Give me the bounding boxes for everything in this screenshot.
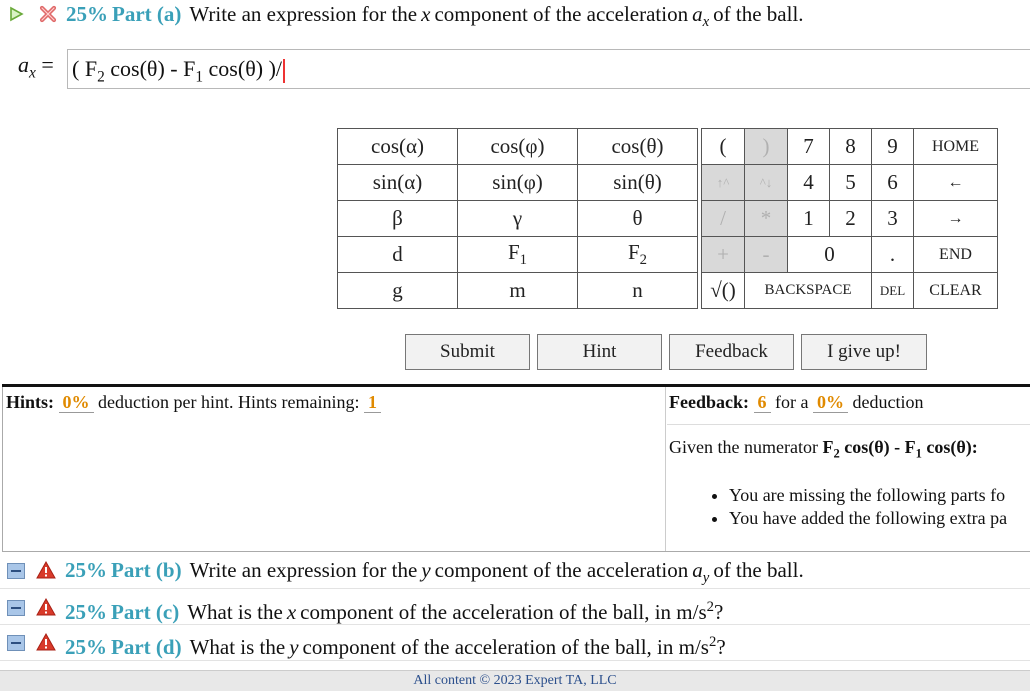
part-a-header: [66, 0, 804, 31]
key-sin-theta[interactable]: sin(θ): [578, 165, 698, 201]
feedback-summary: [669, 390, 923, 414]
submit-button[interactable]: Submit: [405, 334, 530, 370]
key-9[interactable]: 9: [872, 129, 914, 165]
footer: [0, 670, 1030, 691]
hints-remaining: 1: [364, 392, 381, 413]
key-3[interactable]: 3: [872, 201, 914, 237]
key-plus: +: [702, 237, 745, 273]
key-7[interactable]: 7: [788, 129, 830, 165]
key-close-paren: ): [745, 129, 788, 165]
key-del[interactable]: DEL: [872, 273, 914, 309]
part-a-question-mid: component of the acceleration: [434, 2, 689, 26]
key-minus: -: [745, 237, 788, 273]
feedback-item: • You are missing the following parts fo: [729, 484, 1007, 507]
key-d[interactable]: d: [338, 237, 458, 273]
feedback-for-a: for a: [775, 392, 809, 412]
key-g[interactable]: g: [338, 273, 458, 309]
feedback-count: 6: [754, 392, 771, 413]
expand-icon[interactable]: [7, 635, 25, 651]
give-up-button[interactable]: I give up!: [801, 334, 927, 370]
part-d-label: Part (d): [111, 635, 182, 659]
key-gamma[interactable]: γ: [458, 201, 578, 237]
feedback-button[interactable]: Feedback: [669, 334, 794, 370]
key-home[interactable]: HOME: [914, 129, 998, 165]
part-c-percent: 25%: [65, 600, 107, 624]
key-4[interactable]: 4: [788, 165, 830, 201]
key-right-arrow[interactable]: →: [914, 201, 998, 237]
part-a-percent: 25%: [66, 2, 108, 26]
part-a-question-post: of the ball.: [713, 2, 804, 26]
feedback-given: Given the numerator $F_2$ $\cos(\theta) - F_1$ cos(θ):: [669, 437, 978, 461]
answer-input[interactable]: ( $F_2$ $\cos(\theta) - F_1$ cos(θ) )/: [67, 49, 1030, 89]
play-icon[interactable]: [8, 6, 24, 22]
part-c-label: Part (c): [111, 600, 180, 624]
part-a-label: Part (a): [112, 2, 182, 26]
row-separator: [0, 660, 1030, 661]
hints-label: Hints:: [6, 392, 55, 412]
key-subscript: ^↓: [745, 165, 788, 201]
key-divide: /: [702, 201, 745, 237]
part-a-question-sym: $a_x$: [692, 2, 710, 31]
expand-icon[interactable]: [7, 600, 25, 616]
answer-label: $a_x$ =: [18, 52, 54, 82]
warning-icon: [36, 598, 56, 616]
key-sqrt[interactable]: √(): [702, 273, 745, 309]
key-backspace[interactable]: BACKSPACE: [745, 273, 872, 309]
key-8[interactable]: 8: [830, 129, 872, 165]
key-cos-alpha[interactable]: cos(α): [338, 129, 458, 165]
feedback-deduction: 0%: [813, 392, 848, 413]
key-f2[interactable]: $F_2$: [578, 237, 698, 273]
key-5[interactable]: 5: [830, 165, 872, 201]
key-2[interactable]: 2: [830, 201, 872, 237]
feedback-separator: [667, 424, 1030, 425]
hint-button[interactable]: Hint: [537, 334, 662, 370]
key-1[interactable]: 1: [788, 201, 830, 237]
feedback-item: • You have added the following extra pa: [729, 507, 1007, 530]
key-f1[interactable]: $F_1$: [458, 237, 578, 273]
key-theta[interactable]: θ: [578, 201, 698, 237]
feedback-list: [705, 484, 1007, 530]
key-0[interactable]: 0: [788, 237, 872, 273]
part-c-row[interactable]: 25% Part (c) What is the x component of the acceleration of the ball, in $m/s^2$?: [0, 589, 1030, 625]
feedback-label: Feedback:: [669, 392, 749, 412]
part-b-label: Part (b): [111, 558, 182, 582]
part-b-row[interactable]: 25% Part (b) Write an expression for the y component of the acceleration $a_y$ of the ball.: [0, 552, 1030, 588]
key-cos-theta[interactable]: cos(θ): [578, 129, 698, 165]
key-left-arrow[interactable]: ←: [914, 165, 998, 201]
copyright-link[interactable]: All content © 2023 Expert TA, LLC: [413, 673, 617, 688]
key-open-paren[interactable]: (: [702, 129, 745, 165]
text-caret: [283, 59, 285, 83]
feedback-deduction-word: deduction: [852, 392, 924, 412]
key-clear[interactable]: CLEAR: [914, 273, 998, 309]
part-d-percent: 25%: [65, 635, 107, 659]
part-a-question-var: x: [421, 2, 431, 26]
warning-icon: [36, 561, 56, 579]
key-superscript: ↑^: [702, 165, 745, 201]
key-m[interactable]: m: [458, 273, 578, 309]
hints-deduction: 0%: [59, 392, 94, 413]
panel-left-border: [2, 387, 3, 552]
panel-divider: [665, 387, 666, 551]
part-a-question-pre: Write an expression for the: [189, 2, 418, 26]
key-decimal[interactable]: .: [872, 237, 914, 273]
key-end[interactable]: END: [914, 237, 998, 273]
warning-icon: [36, 633, 56, 651]
hints-text: deduction per hint. Hints remaining:: [98, 392, 360, 412]
keypad: [337, 128, 998, 309]
incorrect-x-icon: [38, 4, 58, 24]
part-d-row[interactable]: 25% Part (d) What is the y component of the acceleration of the ball, in $m/s^2$?: [0, 624, 1030, 660]
key-6[interactable]: 6: [872, 165, 914, 201]
part-b-percent: 25%: [65, 558, 107, 582]
key-multiply: *: [745, 201, 788, 237]
key-sin-alpha[interactable]: sin(α): [338, 165, 458, 201]
key-sin-phi[interactable]: sin(φ): [458, 165, 578, 201]
key-n[interactable]: n: [578, 273, 698, 309]
key-beta[interactable]: β: [338, 201, 458, 237]
panel-top-border: [2, 384, 1030, 387]
expand-icon[interactable]: [7, 563, 25, 579]
key-cos-phi[interactable]: cos(φ): [458, 129, 578, 165]
hints-summary: [6, 390, 381, 414]
